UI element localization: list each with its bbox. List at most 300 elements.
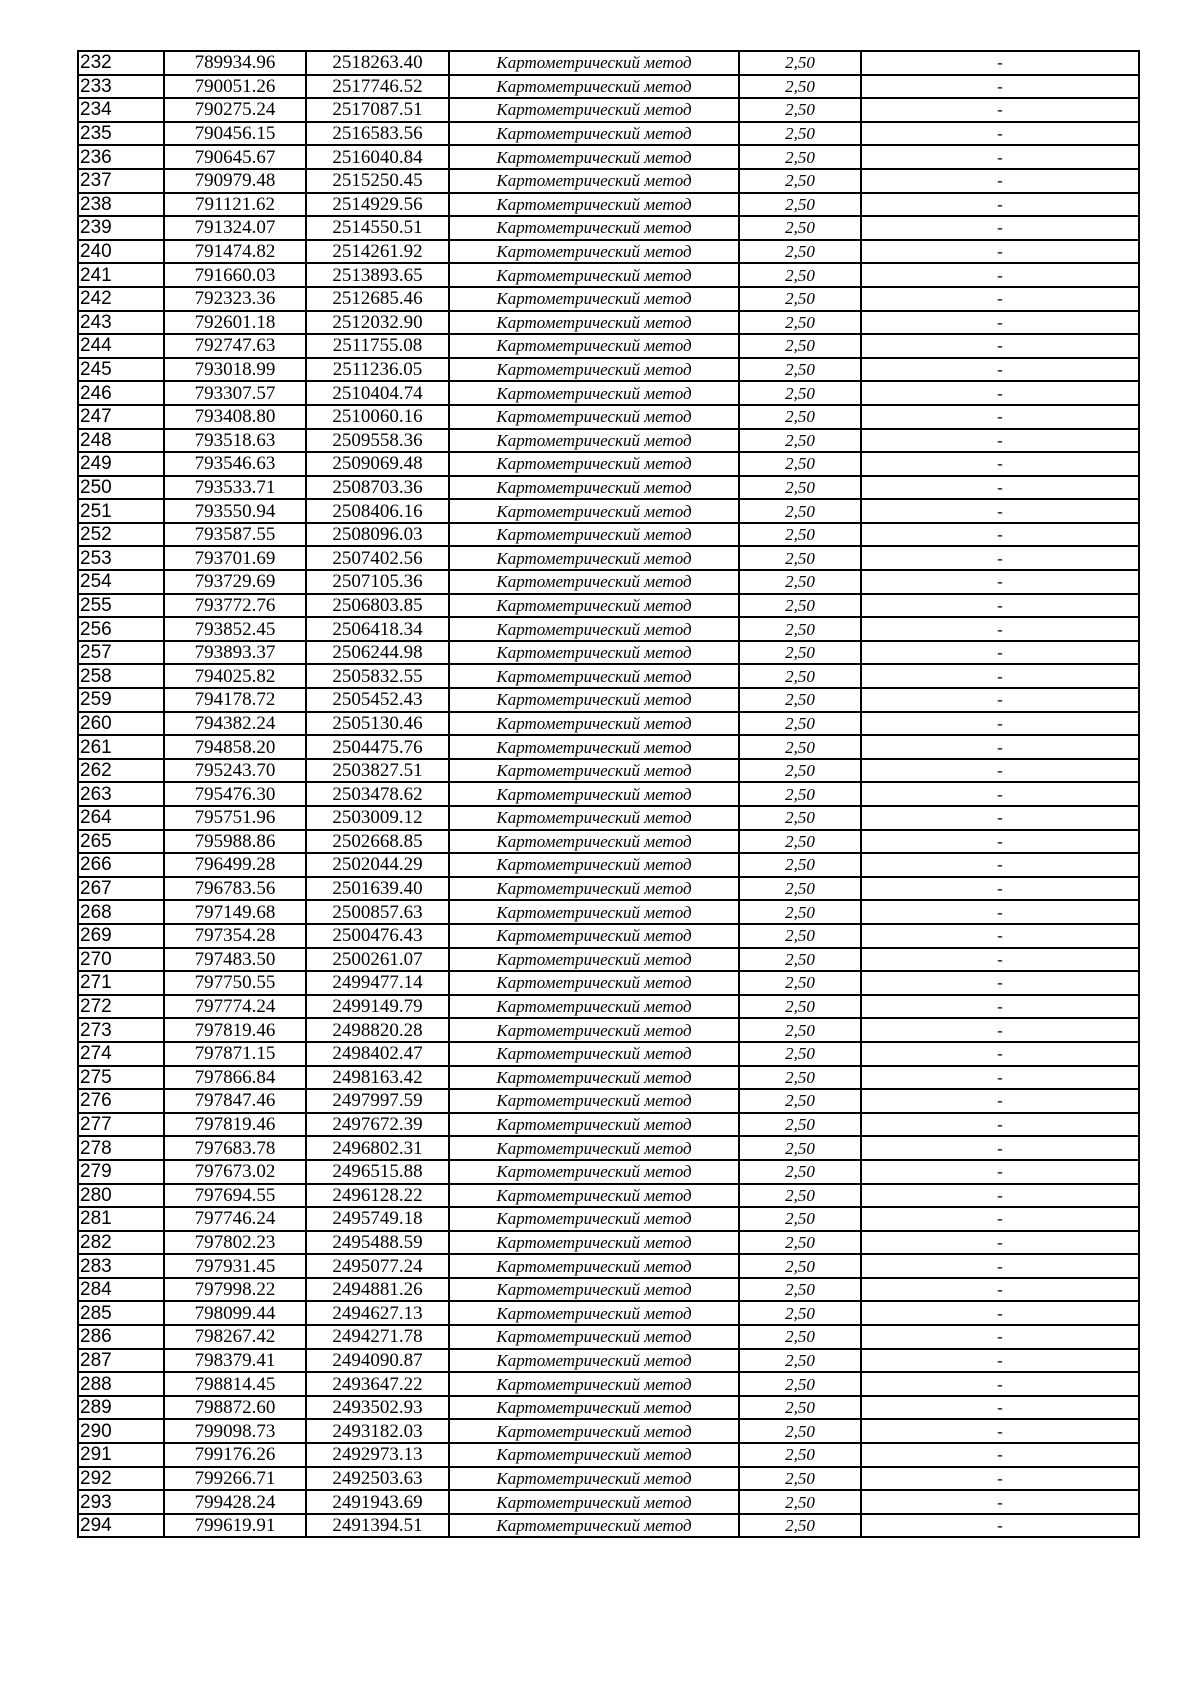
table-row [78, 1490, 1139, 1514]
table-row [78, 806, 1139, 830]
description-cell: - [861, 877, 1139, 901]
point-number-cell: 239 [78, 216, 164, 240]
point-number-cell: 260 [78, 712, 164, 736]
description-cell: - [861, 1066, 1139, 1090]
description-cell: - [861, 1349, 1139, 1373]
y-coordinate-cell: 2500261.07 [306, 948, 449, 972]
x-coordinate-cell: 799098.73 [164, 1419, 306, 1443]
point-number-cell: 254 [78, 570, 164, 594]
x-coordinate-cell: 799266.71 [164, 1467, 306, 1491]
accuracy-cell: 2,50 [739, 1160, 861, 1184]
method-cell: Картометрический метод [449, 1396, 739, 1420]
table-row [78, 145, 1139, 169]
point-number-cell: 238 [78, 193, 164, 217]
y-coordinate-cell: 2507402.56 [306, 546, 449, 570]
point-number-cell: 286 [78, 1325, 164, 1349]
description-cell: - [861, 381, 1139, 405]
accuracy-cell: 2,50 [739, 782, 861, 806]
method-cell: Картометрический метод [449, 1184, 739, 1208]
method-cell: Картометрический метод [449, 806, 739, 830]
table-row [78, 1254, 1139, 1278]
point-number-cell: 275 [78, 1066, 164, 1090]
y-coordinate-cell: 2515250.45 [306, 169, 449, 193]
x-coordinate-cell: 797746.24 [164, 1207, 306, 1231]
y-coordinate-cell: 2516040.84 [306, 145, 449, 169]
table-row [78, 712, 1139, 736]
accuracy-cell: 2,50 [739, 51, 861, 75]
point-number-cell: 248 [78, 429, 164, 453]
description-cell: - [861, 51, 1139, 75]
y-coordinate-cell: 2501639.40 [306, 877, 449, 901]
accuracy-cell: 2,50 [739, 759, 861, 783]
table-row [78, 1018, 1139, 1042]
description-cell: - [861, 641, 1139, 665]
y-coordinate-cell: 2492973.13 [306, 1443, 449, 1467]
table-row [78, 1301, 1139, 1325]
description-cell: - [861, 499, 1139, 523]
method-cell: Картометрический метод [449, 169, 739, 193]
accuracy-cell: 2,50 [739, 971, 861, 995]
table-row [78, 51, 1139, 75]
x-coordinate-cell: 793546.63 [164, 452, 306, 476]
description-cell: - [861, 1396, 1139, 1420]
x-coordinate-cell: 799428.24 [164, 1490, 306, 1514]
x-coordinate-cell: 795988.86 [164, 830, 306, 854]
description-cell: - [861, 145, 1139, 169]
table-row [78, 1089, 1139, 1113]
table-row [78, 664, 1139, 688]
description-cell: - [861, 570, 1139, 594]
table-row [78, 1066, 1139, 1090]
y-coordinate-cell: 2494881.26 [306, 1278, 449, 1302]
y-coordinate-cell: 2511755.08 [306, 334, 449, 358]
point-number-cell: 268 [78, 900, 164, 924]
table-row [78, 853, 1139, 877]
accuracy-cell: 2,50 [739, 334, 861, 358]
accuracy-cell: 2,50 [739, 452, 861, 476]
description-cell: - [861, 1419, 1139, 1443]
accuracy-cell: 2,50 [739, 240, 861, 264]
accuracy-cell: 2,50 [739, 429, 861, 453]
method-cell: Картометрический метод [449, 405, 739, 429]
point-number-cell: 269 [78, 924, 164, 948]
point-number-cell: 241 [78, 263, 164, 287]
method-cell: Картометрический метод [449, 900, 739, 924]
accuracy-cell: 2,50 [739, 900, 861, 924]
description-cell: - [861, 287, 1139, 311]
point-number-cell: 277 [78, 1113, 164, 1137]
point-number-cell: 249 [78, 452, 164, 476]
table-row [78, 1207, 1139, 1231]
y-coordinate-cell: 2500476.43 [306, 924, 449, 948]
x-coordinate-cell: 791660.03 [164, 263, 306, 287]
accuracy-cell: 2,50 [739, 263, 861, 287]
method-cell: Картометрический метод [449, 216, 739, 240]
point-number-cell: 267 [78, 877, 164, 901]
method-cell: Картометрический метод [449, 641, 739, 665]
accuracy-cell: 2,50 [739, 1419, 861, 1443]
accuracy-cell: 2,50 [739, 405, 861, 429]
point-number-cell: 280 [78, 1184, 164, 1208]
x-coordinate-cell: 794025.82 [164, 664, 306, 688]
y-coordinate-cell: 2506803.85 [306, 594, 449, 618]
y-coordinate-cell: 2496128.22 [306, 1184, 449, 1208]
table-row [78, 1136, 1139, 1160]
method-cell: Картометрический метод [449, 122, 739, 146]
x-coordinate-cell: 797750.55 [164, 971, 306, 995]
table-row [78, 358, 1139, 382]
x-coordinate-cell: 798872.60 [164, 1396, 306, 1420]
method-cell: Картометрический метод [449, 240, 739, 264]
y-coordinate-cell: 2506244.98 [306, 641, 449, 665]
accuracy-cell: 2,50 [739, 1136, 861, 1160]
x-coordinate-cell: 799619.91 [164, 1514, 306, 1538]
y-coordinate-cell: 2511236.05 [306, 358, 449, 382]
accuracy-cell: 2,50 [739, 1089, 861, 1113]
accuracy-cell: 2,50 [739, 216, 861, 240]
table-row [78, 98, 1139, 122]
point-number-cell: 292 [78, 1467, 164, 1491]
point-number-cell: 244 [78, 334, 164, 358]
accuracy-cell: 2,50 [739, 995, 861, 1019]
description-cell: - [861, 759, 1139, 783]
method-cell: Картометрический метод [449, 1372, 739, 1396]
method-cell: Картометрический метод [449, 546, 739, 570]
method-cell: Картометрический метод [449, 1514, 739, 1538]
method-cell: Картометрический метод [449, 570, 739, 594]
accuracy-cell: 2,50 [739, 1254, 861, 1278]
table-row [78, 1419, 1139, 1443]
point-number-cell: 294 [78, 1514, 164, 1538]
point-number-cell: 261 [78, 735, 164, 759]
x-coordinate-cell: 790645.67 [164, 145, 306, 169]
point-number-cell: 264 [78, 806, 164, 830]
method-cell: Картометрический метод [449, 145, 739, 169]
table-row [78, 1396, 1139, 1420]
description-cell: - [861, 1514, 1139, 1538]
point-number-cell: 290 [78, 1419, 164, 1443]
point-number-cell: 266 [78, 853, 164, 877]
accuracy-cell: 2,50 [739, 924, 861, 948]
description-cell: - [861, 1113, 1139, 1137]
table-row [78, 546, 1139, 570]
point-number-cell: 271 [78, 971, 164, 995]
description-cell: - [861, 1467, 1139, 1491]
x-coordinate-cell: 797774.24 [164, 995, 306, 1019]
point-number-cell: 289 [78, 1396, 164, 1420]
accuracy-cell: 2,50 [739, 476, 861, 500]
x-coordinate-cell: 793533.71 [164, 476, 306, 500]
description-cell: - [861, 1089, 1139, 1113]
description-cell: - [861, 712, 1139, 736]
method-cell: Картометрический метод [449, 334, 739, 358]
method-cell: Картометрический метод [449, 688, 739, 712]
method-cell: Картометрический метод [449, 1136, 739, 1160]
coordinates-table [77, 50, 1140, 1538]
y-coordinate-cell: 2500857.63 [306, 900, 449, 924]
y-coordinate-cell: 2498820.28 [306, 1018, 449, 1042]
point-number-cell: 243 [78, 311, 164, 335]
point-number-cell: 274 [78, 1042, 164, 1066]
x-coordinate-cell: 797931.45 [164, 1254, 306, 1278]
y-coordinate-cell: 2491394.51 [306, 1514, 449, 1538]
point-number-cell: 251 [78, 499, 164, 523]
y-coordinate-cell: 2505832.55 [306, 664, 449, 688]
point-number-cell: 291 [78, 1443, 164, 1467]
table-row [78, 452, 1139, 476]
x-coordinate-cell: 793408.80 [164, 405, 306, 429]
y-coordinate-cell: 2508703.36 [306, 476, 449, 500]
method-cell: Картометрический метод [449, 1419, 739, 1443]
description-cell: - [861, 1301, 1139, 1325]
x-coordinate-cell: 797683.78 [164, 1136, 306, 1160]
description-cell: - [861, 75, 1139, 99]
point-number-cell: 262 [78, 759, 164, 783]
y-coordinate-cell: 2495488.59 [306, 1231, 449, 1255]
table-row [78, 169, 1139, 193]
description-cell: - [861, 98, 1139, 122]
table-row [78, 688, 1139, 712]
x-coordinate-cell: 793893.37 [164, 641, 306, 665]
x-coordinate-cell: 792747.63 [164, 334, 306, 358]
table-row [78, 429, 1139, 453]
description-cell: - [861, 735, 1139, 759]
y-coordinate-cell: 2516583.56 [306, 122, 449, 146]
x-coordinate-cell: 791324.07 [164, 216, 306, 240]
method-cell: Картометрический метод [449, 499, 739, 523]
y-coordinate-cell: 2496802.31 [306, 1136, 449, 1160]
table-row [78, 1467, 1139, 1491]
description-cell: - [861, 1207, 1139, 1231]
accuracy-cell: 2,50 [739, 169, 861, 193]
table-row [78, 311, 1139, 335]
y-coordinate-cell: 2514929.56 [306, 193, 449, 217]
y-coordinate-cell: 2509558.36 [306, 429, 449, 453]
method-cell: Картометрический метод [449, 1254, 739, 1278]
method-cell: Картометрический метод [449, 712, 739, 736]
method-cell: Картометрический метод [449, 1113, 739, 1137]
method-cell: Картометрический метод [449, 358, 739, 382]
point-number-cell: 255 [78, 594, 164, 618]
table-row [78, 735, 1139, 759]
point-number-cell: 258 [78, 664, 164, 688]
table-row [78, 216, 1139, 240]
y-coordinate-cell: 2505452.43 [306, 688, 449, 712]
description-cell: - [861, 1443, 1139, 1467]
table-row [78, 617, 1139, 641]
table-row [78, 240, 1139, 264]
method-cell: Картометрический метод [449, 1160, 739, 1184]
x-coordinate-cell: 790275.24 [164, 98, 306, 122]
accuracy-cell: 2,50 [739, 358, 861, 382]
point-number-cell: 278 [78, 1136, 164, 1160]
accuracy-cell: 2,50 [739, 1325, 861, 1349]
y-coordinate-cell: 2494090.87 [306, 1349, 449, 1373]
description-cell: - [861, 193, 1139, 217]
method-cell: Картометрический метод [449, 594, 739, 618]
description-cell: - [861, 263, 1139, 287]
table-row [78, 75, 1139, 99]
accuracy-cell: 2,50 [739, 499, 861, 523]
y-coordinate-cell: 2502668.85 [306, 830, 449, 854]
point-number-cell: 257 [78, 641, 164, 665]
accuracy-cell: 2,50 [739, 193, 861, 217]
accuracy-cell: 2,50 [739, 381, 861, 405]
accuracy-cell: 2,50 [739, 287, 861, 311]
y-coordinate-cell: 2494271.78 [306, 1325, 449, 1349]
table-row [78, 405, 1139, 429]
method-cell: Картометрический метод [449, 193, 739, 217]
table-row [78, 1278, 1139, 1302]
x-coordinate-cell: 795751.96 [164, 806, 306, 830]
point-number-cell: 242 [78, 287, 164, 311]
table-row [78, 1349, 1139, 1373]
x-coordinate-cell: 797819.46 [164, 1113, 306, 1137]
y-coordinate-cell: 2505130.46 [306, 712, 449, 736]
y-coordinate-cell: 2496515.88 [306, 1160, 449, 1184]
point-number-cell: 293 [78, 1490, 164, 1514]
accuracy-cell: 2,50 [739, 1490, 861, 1514]
method-cell: Картометрический метод [449, 263, 739, 287]
table-row [78, 594, 1139, 618]
description-cell: - [861, 924, 1139, 948]
accuracy-cell: 2,50 [739, 1184, 861, 1208]
x-coordinate-cell: 798099.44 [164, 1301, 306, 1325]
method-cell: Картометрический метод [449, 51, 739, 75]
description-cell: - [861, 853, 1139, 877]
description-cell: - [861, 358, 1139, 382]
description-cell: - [861, 782, 1139, 806]
description-cell: - [861, 900, 1139, 924]
description-cell: - [861, 311, 1139, 335]
description-cell: - [861, 948, 1139, 972]
y-coordinate-cell: 2503009.12 [306, 806, 449, 830]
table-row [78, 900, 1139, 924]
description-cell: - [861, 405, 1139, 429]
accuracy-cell: 2,50 [739, 1278, 861, 1302]
y-coordinate-cell: 2499477.14 [306, 971, 449, 995]
table-row [78, 381, 1139, 405]
x-coordinate-cell: 798267.42 [164, 1325, 306, 1349]
x-coordinate-cell: 797149.68 [164, 900, 306, 924]
table-row [78, 1514, 1139, 1538]
method-cell: Картометрический метод [449, 1018, 739, 1042]
description-cell: - [861, 452, 1139, 476]
y-coordinate-cell: 2506418.34 [306, 617, 449, 641]
point-number-cell: 250 [78, 476, 164, 500]
point-number-cell: 259 [78, 688, 164, 712]
description-cell: - [861, 169, 1139, 193]
point-number-cell: 235 [78, 122, 164, 146]
table-row [78, 476, 1139, 500]
point-number-cell: 279 [78, 1160, 164, 1184]
description-cell: - [861, 1325, 1139, 1349]
accuracy-cell: 2,50 [739, 570, 861, 594]
description-cell: - [861, 1042, 1139, 1066]
accuracy-cell: 2,50 [739, 830, 861, 854]
table-row [78, 1184, 1139, 1208]
point-number-cell: 247 [78, 405, 164, 429]
y-coordinate-cell: 2492503.63 [306, 1467, 449, 1491]
method-cell: Картометрический метод [449, 877, 739, 901]
method-cell: Картометрический метод [449, 948, 739, 972]
x-coordinate-cell: 794178.72 [164, 688, 306, 712]
accuracy-cell: 2,50 [739, 98, 861, 122]
method-cell: Картометрический метод [449, 782, 739, 806]
x-coordinate-cell: 797871.15 [164, 1042, 306, 1066]
table-row [78, 1113, 1139, 1137]
description-cell: - [861, 1490, 1139, 1514]
y-coordinate-cell: 2498163.42 [306, 1066, 449, 1090]
accuracy-cell: 2,50 [739, 664, 861, 688]
y-coordinate-cell: 2514261.92 [306, 240, 449, 264]
description-cell: - [861, 664, 1139, 688]
accuracy-cell: 2,50 [739, 948, 861, 972]
x-coordinate-cell: 796783.56 [164, 877, 306, 901]
x-coordinate-cell: 795243.70 [164, 759, 306, 783]
accuracy-cell: 2,50 [739, 594, 861, 618]
method-cell: Картометрический метод [449, 1278, 739, 1302]
table-row [78, 523, 1139, 547]
method-cell: Картометрический метод [449, 1207, 739, 1231]
y-coordinate-cell: 2517746.52 [306, 75, 449, 99]
point-number-cell: 285 [78, 1301, 164, 1325]
point-number-cell: 237 [78, 169, 164, 193]
method-cell: Картометрический метод [449, 381, 739, 405]
method-cell: Картометрический метод [449, 98, 739, 122]
method-cell: Картометрический метод [449, 735, 739, 759]
point-number-cell: 273 [78, 1018, 164, 1042]
table-row [78, 1042, 1139, 1066]
y-coordinate-cell: 2504475.76 [306, 735, 449, 759]
x-coordinate-cell: 794382.24 [164, 712, 306, 736]
x-coordinate-cell: 794858.20 [164, 735, 306, 759]
point-number-cell: 263 [78, 782, 164, 806]
x-coordinate-cell: 793018.99 [164, 358, 306, 382]
description-cell: - [861, 122, 1139, 146]
method-cell: Картометрический метод [449, 664, 739, 688]
accuracy-cell: 2,50 [739, 688, 861, 712]
point-number-cell: 233 [78, 75, 164, 99]
method-cell: Картометрический метод [449, 311, 739, 335]
x-coordinate-cell: 790979.48 [164, 169, 306, 193]
method-cell: Картометрический метод [449, 1231, 739, 1255]
method-cell: Картометрический метод [449, 1325, 739, 1349]
point-number-cell: 256 [78, 617, 164, 641]
point-number-cell: 272 [78, 995, 164, 1019]
point-number-cell: 287 [78, 1349, 164, 1373]
table-row [78, 1231, 1139, 1255]
y-coordinate-cell: 2494627.13 [306, 1301, 449, 1325]
point-number-cell: 276 [78, 1089, 164, 1113]
method-cell: Картометрический метод [449, 287, 739, 311]
x-coordinate-cell: 793729.69 [164, 570, 306, 594]
table-row [78, 924, 1139, 948]
x-coordinate-cell: 796499.28 [164, 853, 306, 877]
x-coordinate-cell: 797483.50 [164, 948, 306, 972]
description-cell: - [861, 1278, 1139, 1302]
accuracy-cell: 2,50 [739, 806, 861, 830]
accuracy-cell: 2,50 [739, 712, 861, 736]
table-row [78, 1372, 1139, 1396]
x-coordinate-cell: 793518.63 [164, 429, 306, 453]
x-coordinate-cell: 795476.30 [164, 782, 306, 806]
accuracy-cell: 2,50 [739, 1018, 861, 1042]
point-number-cell: 288 [78, 1372, 164, 1396]
accuracy-cell: 2,50 [739, 1042, 861, 1066]
y-coordinate-cell: 2507105.36 [306, 570, 449, 594]
point-number-cell: 234 [78, 98, 164, 122]
